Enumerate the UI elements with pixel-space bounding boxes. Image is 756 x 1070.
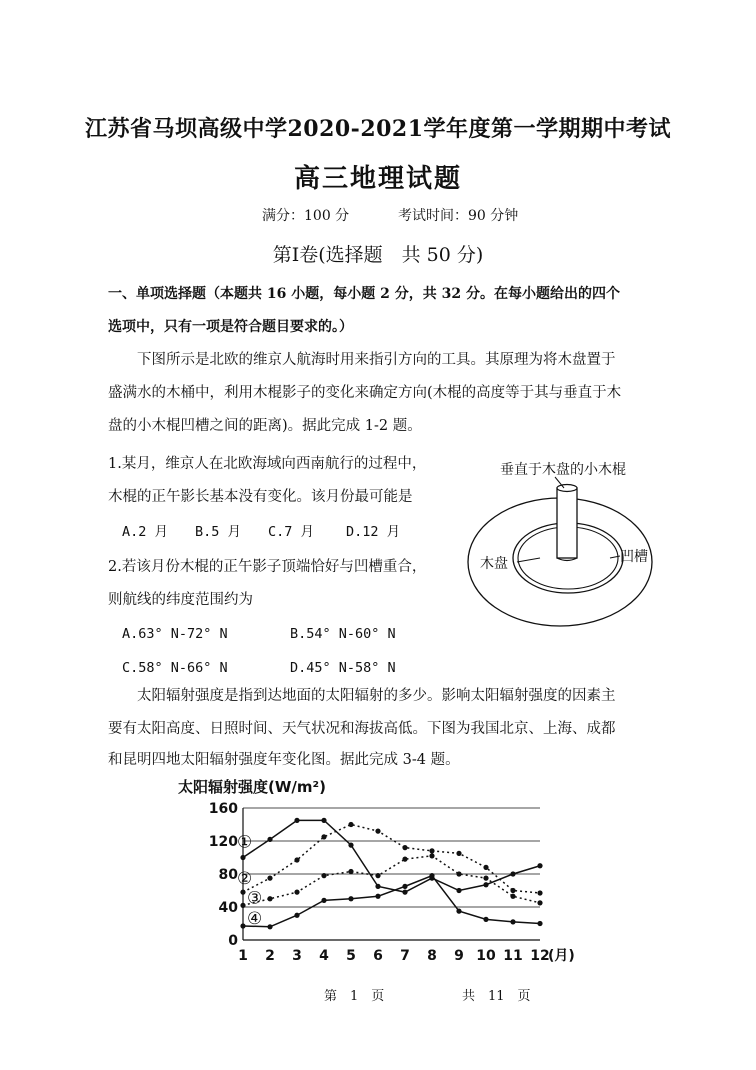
exam-title: 江苏省马坝高级中学2020-2021学年度第一学期期中考试 <box>84 116 672 142</box>
x-tick-label: 9 <box>454 948 464 964</box>
wooden-stick <box>557 488 577 558</box>
solar-radiation-chart <box>170 772 590 972</box>
x-tick-label: 3 <box>292 948 302 964</box>
data-point <box>375 894 380 899</box>
series-line-1 <box>243 820 540 892</box>
data-point <box>537 890 542 895</box>
data-point <box>375 829 380 834</box>
y-tick-label: 40 <box>218 900 238 916</box>
q1-option-d: D.12 月 <box>346 524 401 540</box>
series-label-3: ③ <box>247 888 263 909</box>
data-point <box>402 884 407 889</box>
q1-option-a: A.2 月 <box>122 524 169 540</box>
data-point <box>456 871 461 876</box>
data-point <box>429 848 434 853</box>
x-tick-label: 5 <box>346 948 356 964</box>
instruction-line-2: 选项中，只有一项是符合题目要求的。） <box>108 319 353 335</box>
data-point <box>375 884 380 889</box>
x-tick-label: 6 <box>373 948 383 964</box>
data-point <box>348 869 353 874</box>
exam-time: 考试时间：90 分钟 <box>398 208 519 224</box>
data-point <box>456 851 461 856</box>
groove-label: 凹槽 <box>620 549 648 565</box>
data-point <box>510 894 515 899</box>
data-point <box>267 837 272 842</box>
passage2-line-3: 和昆明四地太阳辐射强度年变化图。据此完成 3-4 题。 <box>108 752 460 768</box>
q2-option-b: B.54° N-60° N <box>290 626 396 642</box>
data-point <box>483 882 488 887</box>
data-point <box>240 903 245 908</box>
y-tick-label: 160 <box>208 801 238 817</box>
passage1-line-1: 下图所示是北欧的维京人航海时用来指引方向的工具。其原理为将木盘置于 <box>137 352 616 368</box>
x-axis-unit: (月) <box>548 948 575 964</box>
sun-compass-figure <box>460 455 660 635</box>
data-point <box>294 857 299 862</box>
data-point <box>483 865 488 870</box>
data-point <box>348 822 353 827</box>
data-point <box>375 873 380 878</box>
data-point <box>240 855 245 860</box>
y-tick-label: 0 <box>228 933 238 949</box>
x-tick-label: 1 <box>238 948 248 964</box>
x-tick-label: 8 <box>427 948 437 964</box>
series-line-2 <box>243 825 540 893</box>
data-point <box>456 888 461 893</box>
q1-line-1: 1.某月，维京人在北欧海域向西南航行的过程中， <box>108 456 427 472</box>
q2-line-1: 2.若该月份木棍的正午影子顶端恰好与凹槽重合， <box>108 559 427 575</box>
stick-top <box>557 485 577 492</box>
q2-line-2: 则航线的纬度范围约为 <box>108 592 253 608</box>
x-tick-label: 11 <box>503 948 523 964</box>
q2-option-c: C.58° N-66° N <box>122 660 228 676</box>
series-line-4 <box>243 876 540 927</box>
footer-page: 第 1 页 <box>324 989 385 1004</box>
plate-label-leader <box>517 558 540 562</box>
data-point <box>321 834 326 839</box>
chart-title: 太阳辐射强度(W/m²) <box>178 778 326 796</box>
y-tick-label: 80 <box>218 867 238 883</box>
data-point <box>510 888 515 893</box>
x-tick-label: 4 <box>319 948 329 964</box>
data-point <box>294 890 299 895</box>
data-point <box>510 871 515 876</box>
footer-total: 共 11 页 <box>462 989 531 1004</box>
exam-subtitle: 高三地理试题 <box>293 164 462 194</box>
passage2-line-1: 太阳辐射强度是指到达地面的太阳辐射的多少。影响太阳辐射强度的因素主 <box>137 688 616 704</box>
data-point <box>240 890 245 895</box>
plate-label: 木盘 <box>480 556 508 572</box>
series-label-4: ④ <box>247 908 263 929</box>
data-point <box>267 896 272 901</box>
passage1-line-2: 盛满水的木桶中，利用木棍影子的变化来确定方向(木棍的高度等于其与垂直于木 <box>108 385 622 401</box>
q1-option-c: C.7 月 <box>268 524 315 540</box>
data-point <box>537 921 542 926</box>
q1-option-b: B.5 月 <box>195 524 242 540</box>
full-score: 满分：100 分 <box>262 208 350 224</box>
data-point <box>402 890 407 895</box>
stick-label: 垂直于木盘的小木棍 <box>500 462 626 478</box>
data-point <box>321 818 326 823</box>
q2-option-a: A.63° N-72° N <box>122 626 228 642</box>
x-tick-label: 12 <box>530 948 550 964</box>
data-point <box>294 913 299 918</box>
x-tick-label: 7 <box>400 948 410 964</box>
x-tick-label: 2 <box>265 948 275 964</box>
data-point <box>348 896 353 901</box>
data-point <box>267 876 272 881</box>
data-point <box>429 853 434 858</box>
data-point <box>510 919 515 924</box>
data-point <box>240 923 245 928</box>
section-title: 第Ⅰ卷(选择题 共 50 分) <box>272 244 484 266</box>
data-point <box>402 845 407 850</box>
data-point <box>483 917 488 922</box>
data-point <box>321 873 326 878</box>
data-point <box>456 909 461 914</box>
data-point <box>267 924 272 929</box>
instruction-line-1: 一、单项选择题（本题共 16 小题，每小题 2 分，共 32 分。在每小题给出的四个 <box>108 286 620 302</box>
data-point <box>321 898 326 903</box>
passage2-line-2: 要有太阳高度、日照时间、天气状况和海拔高低。下图为我国北京、上海、成都 <box>108 721 616 737</box>
data-point <box>348 843 353 848</box>
data-point <box>429 873 434 878</box>
x-tick-label: 10 <box>476 948 496 964</box>
series-label-2: ② <box>237 869 253 890</box>
data-point <box>402 857 407 862</box>
data-point <box>483 876 488 881</box>
q1-line-2: 木棍的正午影长基本没有变化。该月份最可能是 <box>108 489 413 505</box>
q2-option-d: D.45° N-58° N <box>290 660 396 676</box>
data-point <box>537 900 542 905</box>
passage1-line-3: 盘的小木棍凹槽之间的距离)。据此完成 1-2 题。 <box>108 418 422 434</box>
data-point <box>294 818 299 823</box>
series-label-1: ① <box>237 832 253 853</box>
data-point <box>537 863 542 868</box>
y-tick-label: 120 <box>208 834 238 850</box>
